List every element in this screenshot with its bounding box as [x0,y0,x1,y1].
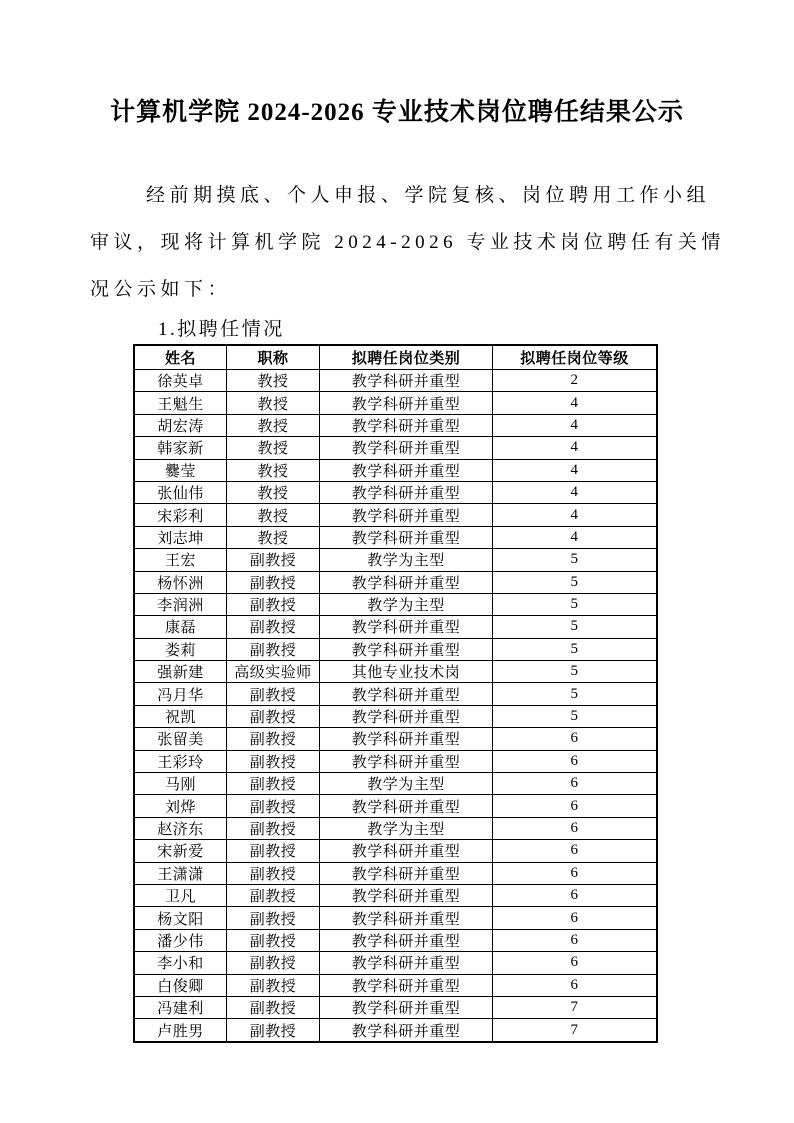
cell-level: 6 [493,907,658,929]
cell-level: 2 [493,370,658,392]
table-row [134,683,657,705]
cell-level: 6 [493,884,658,906]
col-header-level: 拟聘任岗位等级 [493,345,658,370]
cell-name: 王魁生 [134,392,227,414]
cell-title: 副教授 [227,593,320,615]
cell-name: 杨怀洲 [134,571,227,593]
cell-name: 张仙伟 [134,481,227,503]
cell-level: 6 [493,974,658,996]
table-row [134,504,657,526]
cell-name: 宋彩利 [134,504,227,526]
cell-name: 宋新爱 [134,840,227,862]
cell-level: 4 [493,526,658,548]
cell-name: 娄莉 [134,638,227,660]
table-row [134,526,657,548]
table-row [134,773,657,795]
table-row [134,593,657,615]
cell-category: 教学科研并重型 [320,840,493,862]
intro-line-3: 况公示如下： [90,279,232,300]
table-row [134,571,657,593]
cell-level: 6 [493,929,658,951]
cell-level: 5 [493,705,658,727]
cell-name: 张留美 [134,728,227,750]
cell-level: 6 [493,750,658,772]
cell-level: 4 [493,437,658,459]
table-row [134,392,657,414]
intro-paragraph [90,172,725,313]
cell-title: 教授 [227,370,320,392]
cell-category: 教学科研并重型 [320,795,493,817]
table-body [134,370,657,1042]
cell-category: 教学科研并重型 [320,638,493,660]
cell-category: 其他专业技术岗 [320,661,493,683]
cell-title: 副教授 [227,549,320,571]
cell-name: 刘志坤 [134,526,227,548]
cell-name: 白俊卿 [134,974,227,996]
cell-level: 6 [493,795,658,817]
table-header-row [134,345,657,370]
cell-level: 6 [493,862,658,884]
intro-line-2: 审议，现将计算机学院 2024-2026 专业技术岗位聘任有关情 [90,232,725,253]
cell-category: 教学科研并重型 [320,705,493,727]
col-header-category: 拟聘任岗位类别 [320,345,493,370]
cell-category: 教学为主型 [320,817,493,839]
cell-category: 教学科研并重型 [320,750,493,772]
cell-title: 副教授 [227,952,320,974]
table-row [134,437,657,459]
cell-title: 副教授 [227,728,320,750]
cell-category: 教学为主型 [320,773,493,795]
cell-category: 教学科研并重型 [320,459,493,481]
cell-name: 冯月华 [134,683,227,705]
cell-category: 教学科研并重型 [320,862,493,884]
intro-line-1: 经前期摸底、个人申报、学院复核、岗位聘用工作小组 [146,185,711,206]
cell-category: 教学科研并重型 [320,616,493,638]
cell-title: 教授 [227,437,320,459]
cell-category: 教学科研并重型 [320,571,493,593]
table-row [134,549,657,571]
cell-category: 教学为主型 [320,593,493,615]
cell-name: 康磊 [134,616,227,638]
cell-name: 卫凡 [134,884,227,906]
cell-name: 李小和 [134,952,227,974]
cell-category: 教学科研并重型 [320,392,493,414]
cell-category: 教学科研并重型 [320,370,493,392]
cell-title: 副教授 [227,907,320,929]
cell-level: 5 [493,638,658,660]
table-row [134,370,657,392]
cell-name: 韩家新 [134,437,227,459]
cell-level: 6 [493,952,658,974]
cell-category: 教学科研并重型 [320,952,493,974]
cell-category: 教学科研并重型 [320,504,493,526]
cell-level: 5 [493,616,658,638]
cell-category: 教学科研并重型 [320,414,493,436]
table-row [134,952,657,974]
cell-name: 马刚 [134,773,227,795]
table-row [134,728,657,750]
table-row [134,414,657,436]
cell-name: 爨莹 [134,459,227,481]
cell-title: 副教授 [227,705,320,727]
cell-name: 徐英卓 [134,370,227,392]
cell-name: 祝凯 [134,705,227,727]
cell-title: 教授 [227,526,320,548]
col-header-title: 职称 [227,345,320,370]
cell-title: 副教授 [227,683,320,705]
cell-level: 5 [493,661,658,683]
cell-level: 5 [493,683,658,705]
cell-title: 副教授 [227,1019,320,1042]
table-row [134,750,657,772]
table-row [134,481,657,503]
table-row [134,996,657,1018]
cell-category: 教学为主型 [320,549,493,571]
table-row [134,1019,657,1042]
cell-title: 副教授 [227,616,320,638]
col-header-name: 姓名 [134,345,227,370]
table-row [134,974,657,996]
table-row [134,459,657,481]
cell-level: 4 [493,414,658,436]
cell-name: 杨文阳 [134,907,227,929]
cell-name: 李润洲 [134,593,227,615]
table-row [134,840,657,862]
cell-title: 副教授 [227,840,320,862]
cell-level: 5 [493,571,658,593]
cell-title: 副教授 [227,773,320,795]
table-row [134,929,657,951]
cell-title: 副教授 [227,638,320,660]
cell-category: 教学科研并重型 [320,884,493,906]
cell-title: 副教授 [227,929,320,951]
cell-title: 副教授 [227,862,320,884]
cell-category: 教学科研并重型 [320,1019,493,1042]
cell-level: 5 [493,549,658,571]
table-row [134,705,657,727]
table-row [134,817,657,839]
table-row [134,638,657,660]
section-heading: 1.拟聘任情况 [158,319,285,340]
cell-title: 副教授 [227,750,320,772]
cell-name: 强新建 [134,661,227,683]
cell-title: 副教授 [227,884,320,906]
cell-category: 教学科研并重型 [320,907,493,929]
cell-title: 高级实验师 [227,661,320,683]
cell-title: 教授 [227,392,320,414]
cell-title: 教授 [227,504,320,526]
table-row [134,884,657,906]
cell-category: 教学科研并重型 [320,526,493,548]
cell-name: 赵济东 [134,817,227,839]
cell-level: 7 [493,1019,658,1042]
appointment-table [133,344,658,1043]
cell-level: 6 [493,817,658,839]
cell-title: 副教授 [227,996,320,1018]
cell-name: 潘少伟 [134,929,227,951]
cell-level: 4 [493,392,658,414]
cell-category: 教学科研并重型 [320,481,493,503]
cell-title: 副教授 [227,974,320,996]
cell-title: 副教授 [227,571,320,593]
cell-level: 6 [493,773,658,795]
cell-title: 副教授 [227,795,320,817]
table-row [134,661,657,683]
table-row [134,907,657,929]
table-row [134,795,657,817]
cell-level: 4 [493,459,658,481]
cell-name: 卢胜男 [134,1019,227,1042]
cell-name: 刘烨 [134,795,227,817]
table-row [134,616,657,638]
cell-level: 6 [493,728,658,750]
cell-category: 教学科研并重型 [320,996,493,1018]
cell-category: 教学科研并重型 [320,437,493,459]
cell-level: 4 [493,504,658,526]
cell-name: 冯建利 [134,996,227,1018]
cell-level: 6 [493,840,658,862]
cell-category: 教学科研并重型 [320,683,493,705]
cell-name: 胡宏涛 [134,414,227,436]
cell-category: 教学科研并重型 [320,929,493,951]
cell-category: 教学科研并重型 [320,974,493,996]
cell-title: 副教授 [227,817,320,839]
cell-title: 教授 [227,481,320,503]
cell-level: 4 [493,481,658,503]
cell-title: 教授 [227,459,320,481]
document-title: 计算机学院 2024-2026 专业技术岗位聘任结果公示 [110,99,684,126]
table-row [134,862,657,884]
cell-level: 7 [493,996,658,1018]
cell-level: 5 [493,593,658,615]
cell-title: 教授 [227,414,320,436]
cell-name: 王宏 [134,549,227,571]
cell-category: 教学科研并重型 [320,728,493,750]
cell-name: 王潇潇 [134,862,227,884]
cell-name: 王彩玲 [134,750,227,772]
